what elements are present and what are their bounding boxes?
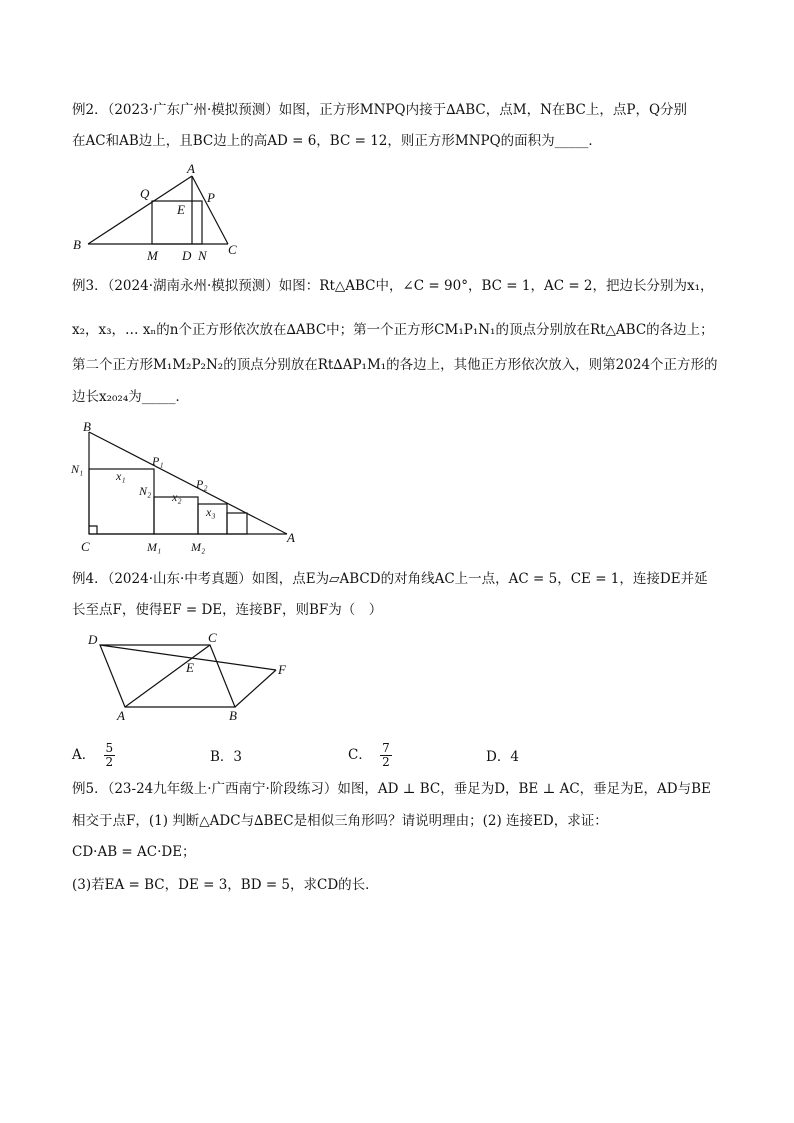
option-c-fraction xyxy=(380,742,392,769)
label-c: C xyxy=(81,539,90,554)
option-a[interactable] xyxy=(72,742,115,772)
label-p1: P₁ xyxy=(152,454,164,468)
label-a: A xyxy=(117,708,125,723)
label-n: N xyxy=(198,248,207,263)
label-n2: N₂ xyxy=(139,484,152,498)
ex3-line-3: 第二个正方形M₁M₂P₂N₂的顶点分别放在Rt∆AP₁M₁的各边上，其他正方形依次放入，则第2024个正方形的 xyxy=(72,357,718,373)
edge-ab xyxy=(89,432,287,534)
label-c: C xyxy=(228,242,237,257)
label-x2: x₂ xyxy=(172,490,182,504)
ex5-line-2: 相交于点F，(1) 判断△ADC与∆BEC是相似三角形吗？请说明理由；(2) 连接ED，求证： xyxy=(72,813,608,829)
label-b: B xyxy=(73,237,81,252)
label-b: B xyxy=(83,419,91,434)
label-a: A xyxy=(187,161,195,176)
option-c-label: C． xyxy=(348,747,372,763)
label-n1: N₁ xyxy=(71,462,84,476)
label-p: P xyxy=(207,190,215,205)
ex3-figure xyxy=(60,415,310,555)
label-e: E xyxy=(186,660,194,675)
label-f: F xyxy=(278,662,286,677)
ex2-figure xyxy=(60,158,260,263)
right-angle-mark xyxy=(89,526,97,534)
label-x1: x₁ xyxy=(116,469,126,483)
segment-bf xyxy=(235,670,276,707)
option-a-numerator: 5 xyxy=(105,741,114,755)
ex4-figure xyxy=(80,628,300,728)
label-d: D xyxy=(182,248,192,263)
label-x3: x₃ xyxy=(206,505,216,519)
ex4-line-1: 例4．（2024·山东·中考真题）如图，点E为▱ABCD的对角线AC上一点，AC = 5，CE = 1，连接DE并延 xyxy=(72,571,708,587)
label-c: C xyxy=(208,630,217,645)
label-q: Q xyxy=(140,186,150,201)
ex5-line-3: CD·AB = AC·DE； xyxy=(72,844,196,860)
ex5-line-1: 例5．（23-24九年级上·广西南宁·阶段练习）如图，AD ⊥ BC，垂足为D，BE ⊥ AC，垂足为E，AD与BE xyxy=(72,781,711,797)
option-c-denominator: 2 xyxy=(382,755,390,769)
option-b[interactable]: B．3 xyxy=(210,749,243,765)
ex3-line-4: 边长x₂₀₂₄为_____． xyxy=(72,389,190,405)
label-d: D xyxy=(88,632,98,647)
label-m: M xyxy=(147,248,158,263)
option-a-denominator: 2 xyxy=(105,755,114,769)
option-c[interactable] xyxy=(348,742,392,772)
option-a-fraction xyxy=(104,742,116,769)
ex3-line-1: 例3．（2024·湖南永州·模拟预测）如图：Rt△ABC中，∠C = 90°，BC = 1，AC = 2，把边长分别为x₁， xyxy=(72,278,714,294)
label-m2: M₂ xyxy=(191,540,206,554)
option-d[interactable]: D．4 xyxy=(486,749,519,765)
ex2-line-2: 在AC和AB边上，且BC边上的高AD = 6，BC = 12，则正方形MNPQ的面积为_____． xyxy=(72,133,602,149)
ex5-line-4: (3)若EA = BC，DE = 3，BD = 5，求CD的长． xyxy=(72,877,379,893)
ex2-line-1: 例2．（2023·广东广州·模拟预测）如图，正方形MNPQ内接于∆ABC，点M，N在BC上，点P，Q分别 xyxy=(72,102,688,118)
label-m1: M₁ xyxy=(147,540,162,554)
square-4 xyxy=(227,513,247,534)
option-a-label: A． xyxy=(72,747,96,763)
label-e: E xyxy=(177,202,185,217)
label-b: B xyxy=(229,708,237,723)
label-a: A xyxy=(287,530,295,545)
ex4-line-2: 长至点F，使得EF = DE，连接BF，则BF为（ ） xyxy=(72,602,383,618)
edge-ac xyxy=(192,176,228,244)
ex3-line-2: x₂，x₃，… xₙ的n个正方形依次放在∆ABC中；第一个正方形CM₁P₁N₁的顶点分别放在Rt△ABC的各边上； xyxy=(72,322,714,338)
option-c-numerator: 7 xyxy=(382,741,390,755)
label-p2: P₂ xyxy=(196,477,208,491)
